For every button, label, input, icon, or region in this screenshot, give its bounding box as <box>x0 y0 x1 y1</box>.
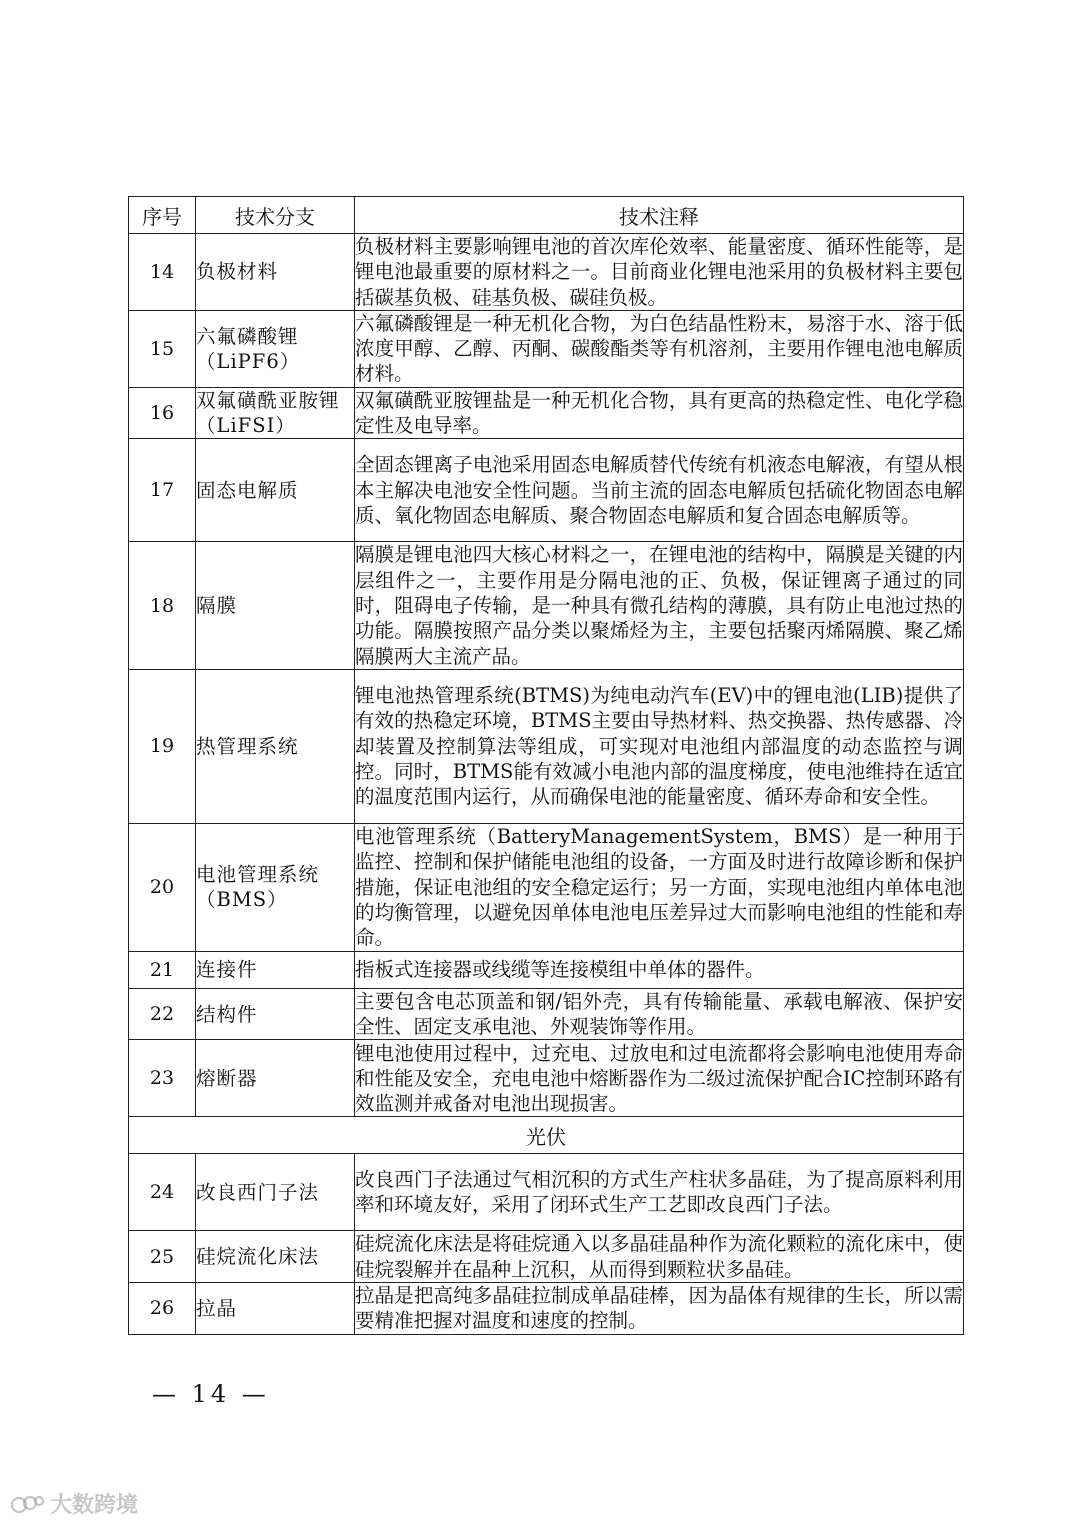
row-num: 24 <box>129 1154 196 1231</box>
row-branch: 六氟磷酸锂（LiPF6） <box>196 310 355 387</box>
row-branch: 拉晶 <box>196 1283 355 1335</box>
watermark <box>10 1488 138 1519</box>
row-num: 21 <box>129 951 196 988</box>
row-note: 硅烷流化床法是将硅烷通入以多晶硅晶种作为流化颗粒的流化床中，使硅烷裂解并在晶种上沉积，从而得到颗粒状多晶硅。 <box>355 1232 963 1281</box>
header-branch: 技术分支 <box>196 197 355 234</box>
table-row <box>129 1154 964 1231</box>
row-num: 16 <box>129 387 196 439</box>
row-branch: 硅烷流化床法 <box>196 1231 355 1283</box>
table-row <box>129 1040 964 1117</box>
row-branch: 热管理系统 <box>196 669 355 823</box>
table-row <box>129 951 964 988</box>
table-row <box>129 542 964 669</box>
row-branch: 负极材料 <box>196 234 355 311</box>
section-title: 光伏 <box>129 1117 964 1154</box>
table-row <box>129 1283 964 1335</box>
table-row <box>129 387 964 439</box>
row-branch: 固态电解质 <box>196 439 355 542</box>
row-num: 26 <box>129 1283 196 1335</box>
row-note: 全固态锂离子电池采用固态电解质替代传统有机液态电解液，有望从根本主解决电池安全性问题。当前主流的固态电解质包括硫化物固态电解质、氧化物固态电解质、聚合物固态电解质和复合固态电解质等。 <box>355 439 964 542</box>
row-num: 19 <box>129 669 196 823</box>
watermark-text: 大数跨境 <box>50 1493 139 1518</box>
header-num: 序号 <box>129 197 196 234</box>
row-branch: 熔断器 <box>196 1040 355 1117</box>
table-row <box>129 310 964 387</box>
row-note: 改良西门子法通过气相沉积的方式生产柱状多晶硅，为了提高原料利用率和环境友好，采用了闭环式生产工艺即改良西门子法。 <box>355 1154 964 1231</box>
table-row <box>129 1231 964 1283</box>
row-note: 指板式连接器或线缆等连接模组中单体的器件。 <box>355 951 964 988</box>
row-branch: 电池管理系统（BMS） <box>196 823 355 951</box>
row-note: 六氟磷酸锂是一种无机化合物，为白色结晶性粉末，易溶于水、溶于低浓度甲醇、乙醇、丙酮、碳酸酯类等有机溶剂，主要用作锂电池电解质材料。 <box>355 311 963 386</box>
row-num: 17 <box>129 439 196 542</box>
row-num: 25 <box>129 1231 196 1283</box>
row-branch: 连接件 <box>196 951 355 988</box>
row-branch: 双氟磺酰亚胺锂（LiFSI） <box>196 387 355 439</box>
table-row <box>129 988 964 1040</box>
row-num: 23 <box>129 1040 196 1117</box>
row-note: 负极材料主要影响锂电池的首次库伦效率、能量密度、循环性能等，是锂电池最重要的原材料之一。目前商业化锂电池采用的负极材料主要包括碳基负极、硅基负极、碳硅负极。 <box>355 235 963 309</box>
row-branch: 结构件 <box>196 988 355 1040</box>
table-row <box>129 669 964 823</box>
row-note: 双氟磺酰亚胺锂盐是一种无机化合物，具有更高的热稳定性、电化学稳定性及电导率。 <box>355 388 963 438</box>
row-num: 22 <box>129 988 196 1040</box>
watermark-logo-icon <box>10 1492 44 1516</box>
technology-table <box>128 196 964 1335</box>
table-row <box>129 439 964 542</box>
header-note: 技术注释 <box>355 197 964 234</box>
row-branch: 隔膜 <box>196 542 355 669</box>
row-note: 拉晶是把高纯多晶硅拉制成单晶硅棒，因为晶体有规律的生长，所以需要精准把握对温度和速度的控制。 <box>355 1284 963 1333</box>
section-row <box>129 1117 964 1154</box>
page-number: — 14 — <box>152 1380 270 1408</box>
row-note: 锂电池使用过程中，过充电、过放电和过电流都将会影响电池使用寿命和性能及安全，充电电池中熔断器作为二级过流保护配合IC控制环路有效监测并戒备对电池出现损害。 <box>355 1041 963 1116</box>
row-note: 主要包含电芯顶盖和钢/铝外壳，具有传输能量、承载电解液、保护安全性、固定支承电池、外观装饰等作用。 <box>355 989 963 1039</box>
table-header-row <box>129 197 964 234</box>
row-note: 电池管理系统（BatteryManagementSystem，BMS）是一种用于监控、控制和保护储能电池组的设备，一方面及时进行故障诊断和保护措施，保证电池组的安全稳定运行；另一方面，实现电池组内单体电池的均衡管理，以避免因单体电池电压差异过大而影响电池组的性能和寿命。 <box>355 823 964 951</box>
row-branch: 改良西门子法 <box>196 1154 355 1231</box>
row-num: 14 <box>129 234 196 311</box>
row-num: 18 <box>129 542 196 669</box>
row-note: 锂电池热管理系统(BTMS)为纯电动汽车(EV)中的锂电池(LIB)提供了有效的热稳定环境，BTMS主要由导热材料、热交换器、热传感器、冷却装置及控制算法等组成，可实现对电池组内部温度的动态监控与调控。同时，BTMS能有效减小电池内部的温度梯度，使电池维持在适宜的温度范围内运行，从而确保电池的能量密度、循环寿命和安全性。 <box>355 669 964 823</box>
table-row <box>129 234 964 311</box>
table-row <box>129 823 964 951</box>
row-num: 15 <box>129 310 196 387</box>
row-note: 隔膜是锂电池四大核心材料之一，在锂电池的结构中，隔膜是关键的内层组件之一，主要作用是分隔电池的正、负极，保证锂离子通过的同时，阻碍电子传输，是一种具有微孔结构的薄膜，具有防止电池过热的功能。隔膜按照产品分类以聚烯烃为主，主要包括聚丙烯隔膜、聚乙烯隔膜两大主流产品。 <box>355 543 963 668</box>
row-num: 20 <box>129 823 196 951</box>
